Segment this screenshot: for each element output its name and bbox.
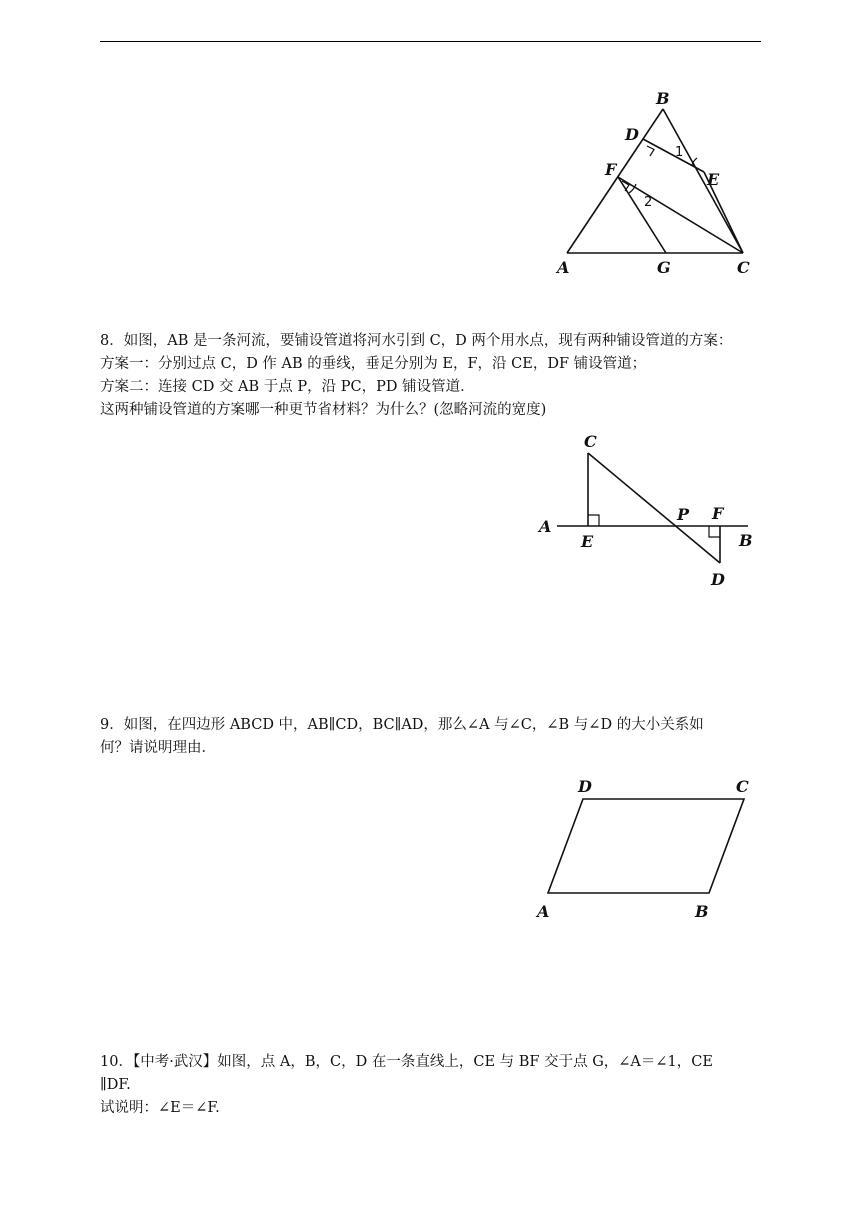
label-D: D bbox=[711, 570, 725, 589]
label-C: C bbox=[736, 777, 749, 796]
problem-8-line-3: 方案二：连接 CD 交 AB 于点 P，沿 PC，PD 铺设管道． bbox=[100, 379, 475, 395]
label-A: A bbox=[557, 258, 570, 277]
problem-10 bbox=[100, 1051, 762, 1120]
label-B: B bbox=[656, 89, 670, 108]
label-B: B bbox=[695, 902, 709, 921]
river-figure bbox=[530, 425, 770, 595]
problem-8 bbox=[100, 330, 762, 422]
label-D: D bbox=[625, 125, 639, 144]
label-E: E bbox=[707, 170, 720, 189]
problem-10-line-2: ∥DF. bbox=[100, 1077, 131, 1093]
problem-8-line-1: 8．如图，AB 是一条河流，要铺设管道将河水引到 C，D 两个用水点，现有两种铺设管道的方案： bbox=[100, 333, 733, 349]
label-G: G bbox=[657, 258, 671, 277]
label-C: C bbox=[737, 258, 750, 277]
problem-8-line-4: 这两种铺设管道的方案哪一种更节省材料？为什么？(忽略河流的宽度) bbox=[100, 402, 547, 418]
angle-1-label: 1 bbox=[675, 145, 684, 160]
problem-9-line-2: 何？请说明理由． bbox=[100, 740, 216, 756]
triangle-figure bbox=[540, 85, 770, 285]
label-C: C bbox=[584, 432, 597, 451]
problem-10-line-1: 10．【中考·武汉】如图，点 A，B，C，D 在一条直线上，CE 与 BF 交于点 G，∠A＝∠1，CE bbox=[100, 1054, 713, 1070]
label-F: F bbox=[712, 504, 724, 523]
header-rule bbox=[100, 41, 761, 42]
label-E: E bbox=[581, 532, 594, 551]
label-D: D bbox=[578, 777, 592, 796]
problem-8-line-2: 方案一：分别过点 C，D 作 AB 的垂线，垂足分别为 E，F，沿 CE，DF 铺设管道； bbox=[100, 356, 647, 372]
problem-9 bbox=[100, 714, 762, 760]
parallelogram-figure bbox=[530, 770, 770, 930]
label-A: A bbox=[539, 517, 552, 536]
label-A: A bbox=[537, 902, 550, 921]
problem-10-line-3: 试说明：∠E＝∠F. bbox=[100, 1100, 220, 1116]
problem-9-line-1: 9．如图，在四边形 ABCD 中，AB∥CD，BC∥AD，那么∠A 与∠C，∠B 与∠D 的大小关系如 bbox=[100, 717, 704, 733]
label-B: B bbox=[739, 531, 753, 550]
label-P: P bbox=[677, 505, 690, 524]
label-F: F bbox=[605, 160, 617, 179]
angle-2-label: 2 bbox=[644, 195, 653, 210]
